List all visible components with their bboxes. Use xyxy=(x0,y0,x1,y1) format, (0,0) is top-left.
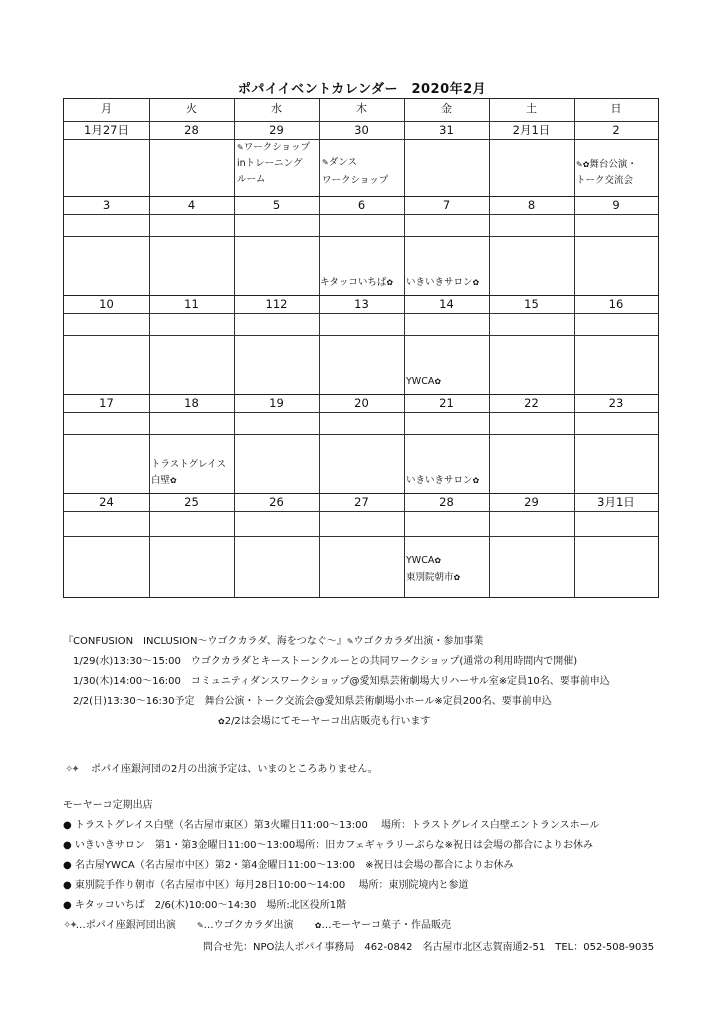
moyako-icon: ✿ xyxy=(170,476,177,485)
shop-item: ● キタッコいちば 2/6(木)10:00～14:30 場所:北区役所1階 xyxy=(63,900,347,911)
day-cell[interactable]: 28 xyxy=(439,495,454,509)
event-calendar xyxy=(63,98,659,598)
event-entry[interactable]: キタッコいちば✿ xyxy=(320,277,394,288)
day-cell[interactable]: 6 xyxy=(357,198,366,212)
day-cell[interactable]: 25 xyxy=(184,495,199,509)
legend: ✧✦…ポパイ座銀河団出演 ✎…ウゴクカラダ出演 ✿…モーヤーコ菓子・作品販売 xyxy=(63,916,451,936)
grid-line xyxy=(64,214,658,215)
grid-line xyxy=(64,335,658,336)
project-line: 『CONFUSION INCLUSION～ウゴクカラダ、海をつなぐ～』✎ウゴクカラダ出演・参加事業 xyxy=(63,636,484,647)
weekday-tue: 火 xyxy=(186,102,197,115)
grid-line xyxy=(64,412,658,413)
grid-line xyxy=(574,99,575,597)
popeye-ginga-icon: ✧✦ xyxy=(63,920,76,931)
moyako-icon: ✿ xyxy=(434,377,442,386)
day-cell[interactable]: 26 xyxy=(269,495,284,509)
grid-line xyxy=(319,99,320,597)
shop-header: モーヤーコ定期出店 xyxy=(63,800,153,811)
event-entry-line: トーク交流会 xyxy=(576,175,634,186)
moyako-icon: ✿ xyxy=(472,476,480,485)
day-cell[interactable]: 4 xyxy=(187,198,196,212)
event-entry[interactable]: いきいきサロン✿ xyxy=(406,475,480,486)
grid-line xyxy=(64,511,658,512)
event-entry[interactable]: ✎✿舞台公演・ xyxy=(576,159,637,170)
day-cell[interactable]: 13 xyxy=(354,297,369,311)
weekday-thu: 木 xyxy=(356,102,367,115)
grid-line xyxy=(64,313,658,314)
event-entry[interactable]: トラストグレイス xyxy=(151,459,226,470)
grid-line xyxy=(64,536,658,537)
event-entry-line: inトレーニング xyxy=(237,158,303,169)
schedule-line: 2/2(日)13:30～16:30予定 舞台公演・トーク交流会@愛知県芸術劇場小ホール※定員200名、要事前申込 xyxy=(73,696,552,707)
shop-item: ● トラストグレイス白壁（名古屋市東区）第3火曜日11:00～13:00 場所：トラストグレイス白壁エントランスホール xyxy=(63,820,600,831)
day-cell[interactable]: 3月1日 xyxy=(597,495,635,509)
shop-item: ● いきいきサロン 第1・第3金曜日11:00～13:00場所：旧カフェギャラリーぷらな※祝日は会場の都合によりお休み xyxy=(63,840,593,851)
day-cell[interactable]: 2 xyxy=(612,123,620,137)
event-entry-line: ワークショップ xyxy=(322,175,389,186)
day-cell[interactable]: 14 xyxy=(439,297,454,311)
day-cell[interactable]: 29 xyxy=(524,495,539,509)
ugoku-karada-icon: ✎ xyxy=(576,160,583,169)
event-entry[interactable]: 東別院朝市✿ xyxy=(406,572,461,583)
day-cell[interactable]: 24 xyxy=(99,495,114,509)
weekday-fri: 金 xyxy=(441,102,452,115)
grid-line xyxy=(64,236,658,237)
moyako-icon: ✿ xyxy=(386,278,394,287)
day-cell[interactable]: 29 xyxy=(269,123,284,137)
ugoku-karada-icon: ✎ xyxy=(237,143,244,152)
ugoku-karada-icon: ✎ xyxy=(196,921,204,930)
weekday-sat: 土 xyxy=(526,102,537,115)
popeye-note: ✧✦ ポパイ座銀河団の2月の出演予定は、いまのところありません。 xyxy=(65,760,378,780)
schedule-line: 1/30(木)14:00～16:00 コミュニティダンスワークショップ@愛知県芸術劇場大リハーサル室※定員10名、要事前申込 xyxy=(73,676,610,687)
ugoku-karada-icon: ✎ xyxy=(322,158,329,167)
shop-item: ● 名古屋YWCA（名古屋市中区）第2・第4金曜日11:00～13:00 ※祝日は会場の都合によりお休み xyxy=(63,860,514,871)
event-entry[interactable]: YWCA✿ xyxy=(406,376,442,387)
day-cell[interactable]: 7 xyxy=(442,198,451,212)
event-entry[interactable]: ✎ワークショップ xyxy=(237,142,311,153)
ugoku-karada-icon: ✎ xyxy=(346,637,354,646)
day-cell[interactable]: 10 xyxy=(99,297,114,311)
moyako-icon: ✿ xyxy=(453,573,461,582)
day-cell[interactable]: 3 xyxy=(102,198,111,212)
day-cell[interactable]: 28 xyxy=(184,123,199,137)
day-cell[interactable]: 15 xyxy=(524,297,539,311)
day-cell[interactable]: 112 xyxy=(265,297,288,311)
day-cell[interactable]: 30 xyxy=(354,123,369,137)
day-cell[interactable]: 2月1日 xyxy=(512,123,551,137)
day-cell[interactable]: 22 xyxy=(524,396,539,410)
moyako-icon: ✿ xyxy=(582,160,590,169)
event-entry[interactable]: YWCA✿ xyxy=(406,555,442,566)
day-cell[interactable]: 9 xyxy=(612,198,620,212)
day-cell[interactable]: 1月27日 xyxy=(84,123,129,137)
schedule-line: 1/29(水)13:30～15:00 ウゴクカラダとキーストーンクルーとの共同ワークショップ(通常の利用時間内で開催) xyxy=(73,656,578,667)
day-cell[interactable]: 17 xyxy=(99,396,114,410)
shop-item: ● 東別院手作り朝市（名古屋市中区）毎月28日10:00～14:00 場所：東別院境内と参道 xyxy=(63,880,469,891)
day-cell[interactable]: 31 xyxy=(439,123,454,137)
event-entry-line: ルーム xyxy=(237,174,266,185)
grid-line xyxy=(234,99,235,597)
weekday-mon: 月 xyxy=(101,102,112,115)
event-entry[interactable]: ✎ダンス xyxy=(322,157,358,168)
day-cell[interactable]: 21 xyxy=(439,396,454,410)
schedule-line: ✿2/2は会場にてモーヤーコ出店販売も行います xyxy=(218,716,431,727)
day-cell[interactable]: 18 xyxy=(184,396,199,410)
grid-line xyxy=(489,99,490,597)
grid-line xyxy=(64,139,658,140)
moyako-icon: ✿ xyxy=(434,556,442,565)
grid-line xyxy=(149,99,150,597)
day-cell[interactable]: 27 xyxy=(354,495,369,509)
day-cell[interactable]: 11 xyxy=(184,297,199,311)
day-cell[interactable]: 20 xyxy=(354,396,369,410)
weekday-sun: 日 xyxy=(610,102,622,115)
moyako-icon: ✿ xyxy=(314,921,322,930)
popeye-ginga-icon: ✧✦ xyxy=(65,764,78,775)
day-cell[interactable]: 19 xyxy=(269,396,284,410)
day-cell[interactable]: 16 xyxy=(608,297,624,311)
grid-line xyxy=(64,434,658,435)
grid-line xyxy=(404,99,405,597)
moyako-icon: ✿ xyxy=(472,278,480,287)
day-cell[interactable]: 8 xyxy=(527,198,536,212)
contact-info: 問合せ先：NPO法人ポパイ事務局 462-0842 名古屋市北区志賀南通2-51 TEL：052-508-9035 xyxy=(203,942,655,953)
event-entry-line: 白壁✿ xyxy=(151,475,177,486)
calendar-title: ポパイイベントカレンダー 2020年2月 xyxy=(237,82,487,97)
day-cell[interactable]: 5 xyxy=(272,198,281,212)
day-cell[interactable]: 23 xyxy=(608,396,624,410)
weekday-wed: 水 xyxy=(271,102,282,115)
moyako-icon: ✿ xyxy=(218,717,225,726)
event-entry[interactable]: いきいきサロン✿ xyxy=(406,277,480,288)
